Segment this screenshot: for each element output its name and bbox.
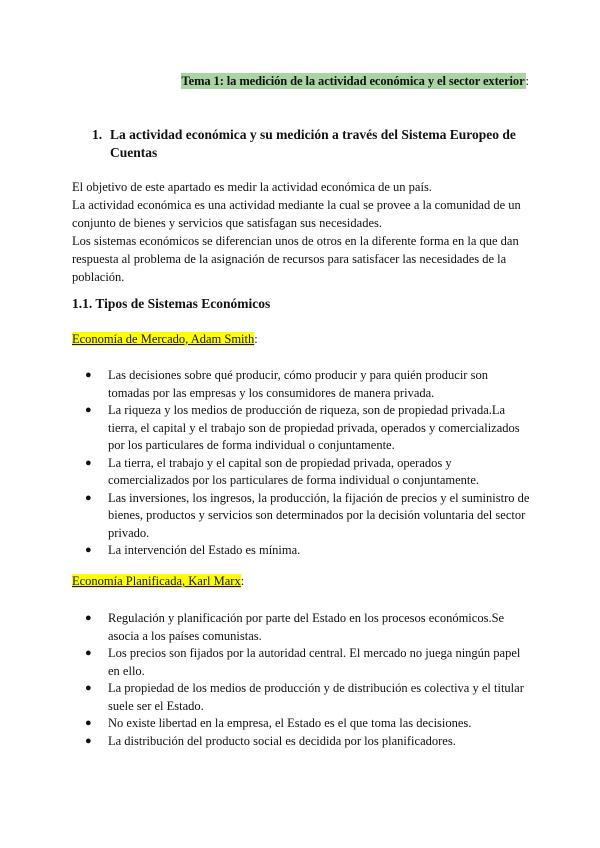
subsection-heading: 1.1. Tipos de Sistemas Económicos <box>72 296 271 311</box>
list-item <box>84 455 530 490</box>
intro-paragraph: Los sistemas económicos se diferencian unos de otros en la diferente forma en la que dan respuesta al problema de la asignación de recursos para satisfacer las necesidades de la población. <box>72 234 519 284</box>
market-heading <box>72 332 258 347</box>
planned-bullet-list <box>84 610 530 750</box>
section-number: 1. <box>92 127 103 142</box>
title-block <box>181 72 529 90</box>
list-item-text: La riqueza y los medios de producción de riqueza, son de propiedad privada.La tierra, el capital y el trabajo son de propiedad privada, operados y comercializados por los particulares de forma individual o conjuntamente. <box>108 403 520 452</box>
list-item <box>84 402 530 455</box>
bullet-icon: ● <box>85 491 92 504</box>
planned-heading-colon: : <box>240 574 245 588</box>
intro-text <box>72 178 534 286</box>
list-item-text: Las decisiones sobre qué producir, cómo producir y para quién producir son tomadas por las empresas y los consumidores de manera privada. <box>108 368 488 400</box>
section-title: La actividad económica y su medición a través del Sistema Europeo de Cuentas <box>110 127 516 160</box>
bullet-icon: ● <box>85 369 92 381</box>
planned-heading-text: Economía Planificada, Karl Marx <box>72 574 241 588</box>
list-item <box>84 680 530 715</box>
intro-paragraph: El objetivo de este apartado es medir la actividad económica de un país. <box>72 180 432 194</box>
intro-paragraph: La actividad económica es una actividad mediante la cual se provee a la comunidad de un conjunto de bienes y servicios que satisfagan sus necesidades. <box>72 198 521 230</box>
list-item <box>84 715 530 733</box>
list-item <box>84 733 530 751</box>
document-title: Tema 1: la medición de la actividad económica y el sector exterior <box>181 74 525 88</box>
market-heading-colon: : <box>254 332 258 346</box>
list-item-text: La distribución del producto social es decidida por los planificadores. <box>108 733 456 748</box>
list-item <box>84 610 530 645</box>
bullet-icon: ● <box>85 612 92 624</box>
list-item-text: Las inversiones, los ingresos, la producción, la fijación de precios y el suministro de bienes, productos y servicios son determinados por la decisión voluntaria del sector privado. <box>108 490 530 540</box>
section-heading <box>92 126 532 162</box>
bullet-icon: ● <box>85 544 92 556</box>
bullet-icon: ● <box>85 682 92 694</box>
list-item-text: La propiedad de los medios de producción y de distribución es colectiva y el titular suele ser el Estado. <box>108 681 524 713</box>
list-item-text: Regulación y planificación por parte del Estado en los procesos económicos.Se asocia a los países comunistas. <box>108 611 505 643</box>
list-item-text: La tierra, el trabajo y el capital son de propiedad privada, operados y comercializados por los particulares de forma individual o conjuntamente. <box>108 455 480 487</box>
market-bullet-list <box>84 367 530 560</box>
list-item <box>84 645 530 680</box>
list-item <box>84 542 530 560</box>
list-item-text: La intervención del Estado es mínima. <box>108 543 301 557</box>
market-heading-text: Economía de Mercado, Adam Smith <box>72 332 255 346</box>
list-item-text: No existe libertad en la empresa, el Estado es el que toma las decisiones. <box>108 716 472 730</box>
list-item <box>84 367 530 402</box>
bullet-icon: ● <box>85 717 92 729</box>
bullet-icon: ● <box>85 456 92 469</box>
bullet-icon: ● <box>85 404 92 416</box>
list-item <box>84 490 530 543</box>
bullet-icon: ● <box>85 647 92 659</box>
planned-heading <box>72 574 244 589</box>
bullet-icon: ● <box>85 734 92 747</box>
title-colon: : <box>525 74 529 88</box>
list-item-text: Los precios son fijados por la autoridad central. El mercado no juega ningún papel en ello. <box>108 646 521 678</box>
